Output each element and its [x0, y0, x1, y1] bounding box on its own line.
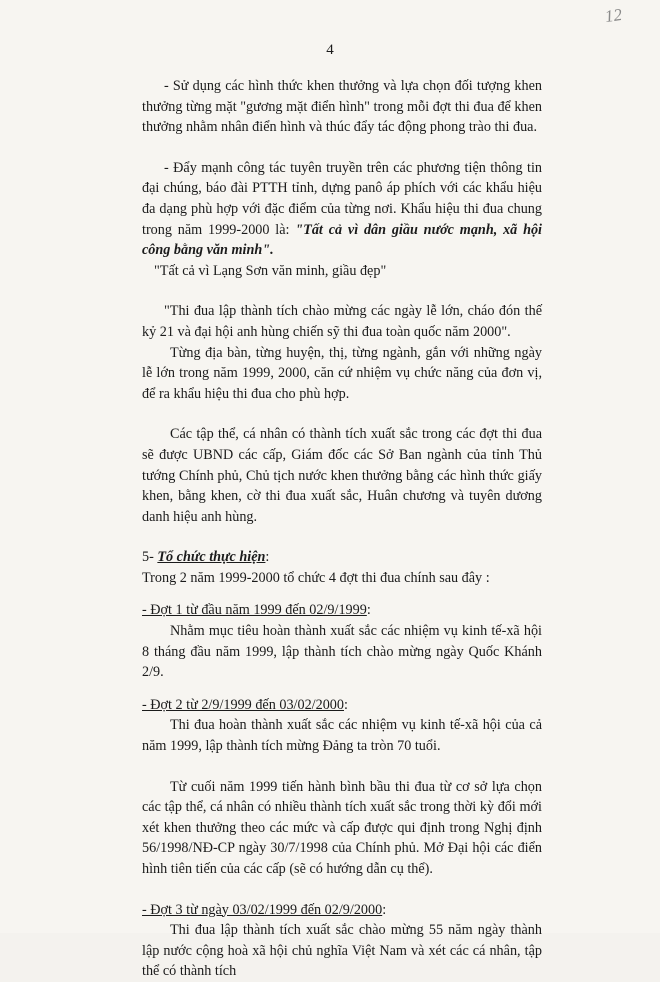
section-5-title: Tổ chức thực hiện — [157, 549, 266, 566]
phase-2-heading: - Đợt 2 từ 2/9/1999 đến 03/02/2000: — [142, 696, 348, 713]
phase-3-body: Thi đua lập thành tích xuất sắc chào mừng 55 năm ngày thành lập nước cộng hoà xã hội chủ nghĩa Việt Nam và xét các cá nhân, tập thể có thành tích — [142, 922, 542, 980]
phase-2-evaluation: Từ cuối năm 1999 tiến hành bình bầu thi đua từ cơ sở lựa chọn các tập thể, cá nhân có nhiều thành tích xuất sắc trong thời kỳ đổi mới xét khen thưởng theo các mức và cấp được qui định trong Nghị định 56/1998/NĐ-CP ngày 30/7/1998 của Chính phủ. Mở Đại hội các điển hình tiên tiến của các cấp (sẽ có hướng dẫn cụ thể). — [142, 778, 542, 877]
section-5-heading: 5- Tổ chức thực hiện: — [142, 549, 270, 566]
phase-1-body: Nhằm mục tiêu hoàn thành xuất sắc các nhiệm vụ kinh tế-xã hội 8 tháng đầu năm 1999, lập thành tích chào mừng ngày Quốc Khánh 2/9. — [142, 623, 542, 681]
section-5-number: 5- — [142, 549, 158, 566]
national-slogan: "Tất cả vì dân giầu nước mạnh, xã hội công bằng văn minh". — [142, 221, 542, 259]
paragraph-propaganda — [142, 158, 542, 261]
provincial-slogan: "Tất cả vì Lạng Sơn văn minh, giầu đẹp" — [154, 262, 387, 279]
page-number: 4 — [326, 42, 334, 58]
handwritten-page-mark: 12 — [603, 4, 624, 27]
phase-1-heading: - Đợt 1 từ đầu năm 1999 đến 02/9/1999: — [142, 602, 371, 619]
propaganda-text: - Đẩy mạnh công tác tuyên truyền trên các phương tiện thông tin đại chúng, báo đài PTTH tỉnh, dựng panô áp phích với các khẩu hiệu đa dạng phù hợp với đặc điểm của từng nơi. Khẩu hiệu thi đua chung trong năm 1999-2000 là: — [142, 159, 542, 238]
paragraph-rewards: - Sử dụng các hình thức khen thưởng và lựa chọn đối tượng khen thưởng từng mặt "gương mặt điển hình" trong mỗi đợt thi đua để khen thưởng nhằm nhân điển hình và thúc đẩy tác động phong trào thi đua. — [142, 78, 542, 136]
paragraph-emulation-slogan: "Thi đua lập thành tích chào mừng các ngày lễ lớn, cháo đón thế kỷ 21 và đại hội anh hùng chiến sỹ thi đua toàn quốc năm 2000". — [142, 303, 542, 340]
phase-3-heading: - Đợt 3 từ ngày 03/02/1999 đến 02/9/2000: — [142, 901, 387, 918]
document-body — [142, 76, 542, 982]
section-5-intro: Trong 2 năm 1999-2000 tổ chức 4 đợt thi đua chính sau đây : — [142, 569, 490, 586]
paragraph-local-slogans: Từng địa bàn, từng huyện, thị, từng ngành, gắn với những ngày lễ lớn trong năm 1999, 2000, căn cứ nhiệm vụ chức năng của đơn vị, để ra khẩu hiệu thi đua cho phù hợp. — [142, 344, 542, 402]
phase-2-body: Thi đua hoàn thành xuất sắc các nhiệm vụ kinh tế-xã hội của cả năm 1999, lập thành tích mừng Đảng ta tròn 70 tuổi. — [142, 717, 542, 755]
paragraph-awards: Các tập thể, cá nhân có thành tích xuất sắc trong các đợt thi đua sẽ được UBND các cấp, Giám đốc các Sở Ban ngành của tỉnh Thủ tướng Chính phủ, Chủ tịch nước khen thưởng bằng các hình thức giấy khen, bằng khen, cờ thi đua xuất sắc, Huân chương và tuyên dương danh hiệu anh hùng. — [142, 426, 542, 525]
